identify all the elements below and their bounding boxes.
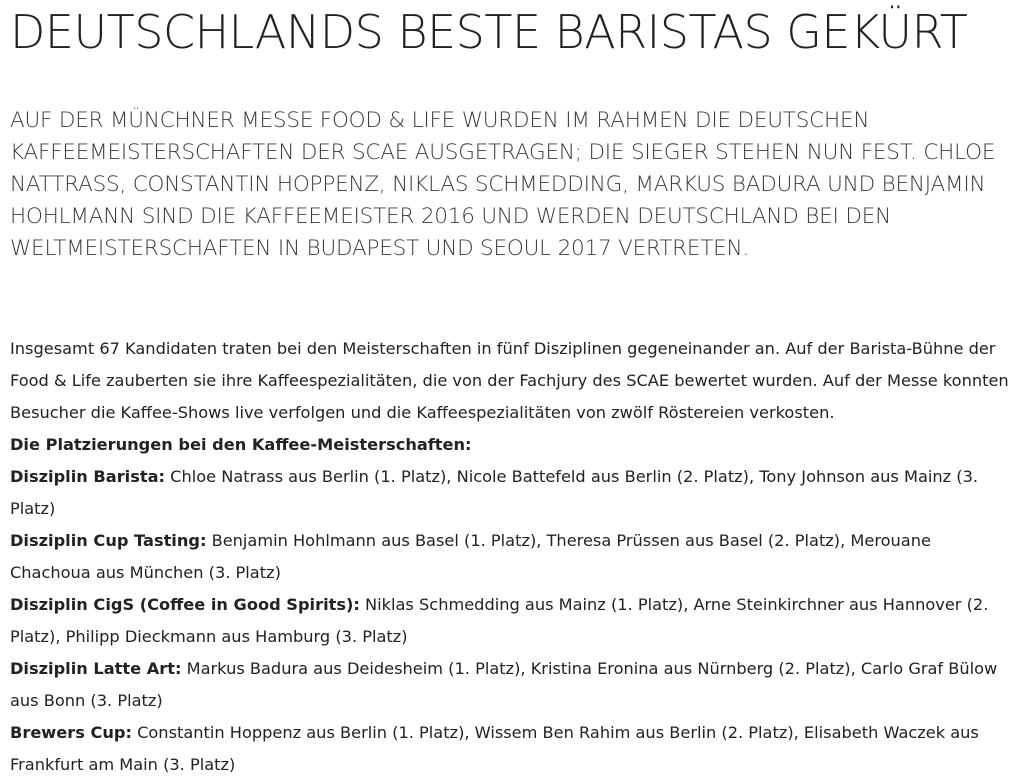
result-brewers-cup bbox=[10, 717, 1014, 781]
discipline-label: Disziplin Barista: bbox=[10, 467, 165, 486]
result-cigs bbox=[10, 589, 1014, 653]
discipline-label: Brewers Cup: bbox=[10, 723, 132, 742]
article-body bbox=[10, 333, 1014, 781]
rankings-heading: Die Platzierungen bei den Kaffee-Meisterschaften: bbox=[10, 435, 472, 454]
discipline-label: Disziplin Latte Art: bbox=[10, 659, 182, 678]
result-barista bbox=[10, 461, 1014, 525]
discipline-result-text: Chloe Natrass aus Berlin (1. Platz), Nicole Battefeld aus Berlin (2. Platz), Tony Johnson aus Mainz (3. Platz) bbox=[10, 467, 979, 518]
discipline-result-text: Benjamin Hohlmann aus Basel (1. Platz), Theresa Prüssen aus Basel (2. Platz), Merouane Chachoua aus München (3. Platz) bbox=[10, 531, 931, 582]
result-cup-tasting bbox=[10, 525, 1014, 589]
discipline-result-text: Markus Badura aus Deidesheim (1. Platz), Kristina Eronina aus Nürnberg (2. Platz), Carlo Graf Bülow aus Bonn (3. Platz) bbox=[10, 659, 998, 710]
result-latte-art bbox=[10, 653, 1014, 717]
discipline-result-text: Constantin Hoppenz aus Berlin (1. Platz), Wissem Ben Rahim aus Berlin (2. Platz), Elisabeth Waczek aus Frankfurt am Main (3. Platz) bbox=[10, 723, 979, 774]
article-headline: DEUTSCHLANDS BESTE BARISTAS GEKÜRT bbox=[10, 5, 968, 59]
article-lead: AUF DER MÜNCHNER MESSE FOOD & LIFE WURDEN IM RAHMEN DIE DEUTSCHEN KAFFEEMEISTERSCHAFTEN DER SCAE AUSGETRAGEN; DIE SIEGER STEHEN NUN FEST. CHLOE NATTRASS, CONSTANTIN HOPPENZ, NIKLAS SCHMEDDING, MARKUS BADURA UND BENJAMIN HOHLMANN SIND DIE KAFFEEMEISTER 2016 UND WERDEN DEUTSCHLAND BEI DEN WELTMEISTERSCHAFTEN IN BUDAPEST UND SEOUL 2017 VERTRETEN. bbox=[10, 108, 996, 261]
discipline-label: Disziplin CigS (Coffee in Good Spirits): bbox=[10, 595, 360, 614]
discipline-label: Disziplin Cup Tasting: bbox=[10, 531, 207, 550]
discipline-result-text: Niklas Schmedding aus Mainz (1. Platz), Arne Steinkirchner aus Hannover (2. Platz), Philipp Dieckmann aus Hamburg (3. Platz) bbox=[10, 595, 989, 646]
intro-paragraph: Insgesamt 67 Kandidaten traten bei den Meisterschaften in fünf Disziplinen gegeneinander an. Auf der Barista-Bühne der Food & Life zauberten sie ihre Kaffeespezialitäten, die von der Fachjury des SCAE bewertet wurden. Auf der Messe konnten Besucher die Kaffee-Shows live verfolgen und die Kaffeespezialitäten von zwölf Röstereien verkosten. bbox=[10, 339, 1009, 422]
